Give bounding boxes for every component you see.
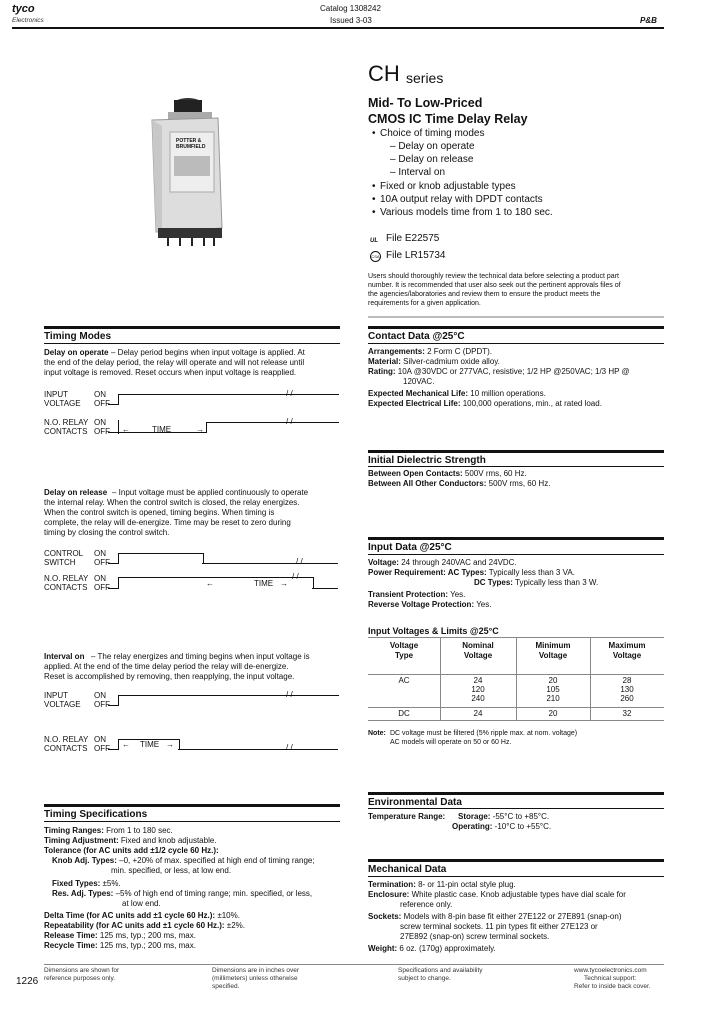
- spec-line: Timing Adjustment: Fixed and knob adjustable.: [44, 836, 217, 845]
- brand-sub: Electronics: [12, 17, 44, 24]
- diagram-label-voltage: VOLTAGE: [44, 399, 81, 408]
- user-note: number. It is recommended that user also seek out the pertinent approvals files of: [368, 282, 621, 289]
- table-cell: 24: [473, 709, 483, 718]
- diagram-label-on: ON: [94, 574, 106, 583]
- table-cell: 24: [473, 676, 483, 685]
- diagram-label-on: ON: [94, 691, 106, 700]
- timing-specs-bar: [44, 804, 340, 807]
- mechanical-bar: [368, 859, 664, 862]
- input-data-rule: [368, 554, 664, 555]
- footer-text: reference purposes only.: [44, 975, 116, 982]
- footer-rule: [44, 964, 664, 965]
- spec-line: 120VAC.: [403, 377, 435, 386]
- relay-illustration: [148, 96, 226, 246]
- dor-text: complete, the relay will de-energize. Time may be reset to zero during: [44, 518, 291, 527]
- footer-text: subject to change.: [398, 975, 451, 982]
- spec-line: 27E892 (snap-on) screw terminal sockets.: [400, 932, 550, 941]
- waveform-low: [108, 404, 118, 405]
- table-header: Voltage: [538, 651, 568, 660]
- catalog-number: Catalog 1308242: [320, 4, 381, 13]
- table-cell: AC: [398, 676, 410, 685]
- time-label: TIME: [140, 740, 160, 749]
- diagram-label-voltage: VOLTAGE: [44, 700, 81, 709]
- break-mark: / /: [286, 743, 293, 752]
- footer-text: Technical support:: [584, 975, 637, 982]
- footer-text: (millimeters) unless otherwise: [212, 975, 298, 982]
- input-data-bar: [368, 537, 664, 540]
- environmental-title: Environmental Data: [368, 797, 462, 808]
- diagram-label-nor: N.O. RELAY: [44, 418, 89, 427]
- user-note: the agencies/laboratories and review them to ensure the product meets the: [368, 291, 601, 298]
- table-header: Voltage: [389, 641, 419, 650]
- input-data-title: Input Data @25°C: [368, 542, 452, 553]
- table-header: Voltage: [463, 651, 493, 660]
- bullet-dot: •: [372, 207, 376, 218]
- timing-specs-title: Timing Specifications: [44, 809, 148, 820]
- dor-text: – Input voltage must be applied continuously to operate: [112, 488, 309, 497]
- footer-text: specified.: [212, 983, 240, 990]
- diagram-label-contacts: CONTACTS: [44, 583, 88, 592]
- operating-line: Operating: -10°C to +55°C.: [452, 822, 552, 831]
- footer-text: Dimensions are in inches over: [212, 967, 300, 974]
- table-cell: DC: [398, 709, 410, 718]
- temp-range-label: Temperature Range:: [368, 812, 446, 821]
- footer-text: Refer to inside back cover.: [574, 983, 651, 990]
- spec-line: Material: Silver-cadmium oxide alloy.: [368, 357, 500, 366]
- waveform-low: [312, 588, 338, 589]
- waveform-low: [108, 588, 118, 589]
- waveform-high: [118, 394, 339, 405]
- feature-item: Fixed or knob adjustable types: [380, 181, 516, 192]
- spec-line: Arrangements: 2 Form C (DPDT).: [368, 347, 493, 356]
- break-mark: / /: [286, 417, 293, 426]
- footer-link[interactable]: www.tycoelectronics.com: [574, 967, 647, 974]
- time-label: TIME: [152, 425, 172, 434]
- spec-line: reference only.: [400, 900, 453, 909]
- dor-text: When the control switch is opened, timing begins. When timing is: [44, 508, 275, 517]
- relay-label-1: POTTER &: [176, 138, 202, 144]
- time-marker: [118, 420, 119, 434]
- table-header: Maximum: [608, 641, 646, 650]
- dor-lead: Delay on release: [44, 488, 108, 497]
- timing-modes-title: Timing Modes: [44, 331, 112, 342]
- diagram-label-on: ON: [94, 735, 106, 744]
- timing-modes-rule: [44, 343, 340, 344]
- spec-line: Timing Ranges: From 1 to 180 sec.: [44, 826, 173, 835]
- diagram-label-nor: N.O. RELAY: [44, 735, 89, 744]
- relay-image: [148, 96, 226, 246]
- dielectric-rule: [368, 466, 664, 467]
- diagram-label-off: OFF: [94, 558, 110, 567]
- diagram-label-contacts: CONTACTS: [44, 744, 88, 753]
- waveform-high: [118, 695, 339, 706]
- spec-line: Tolerance (for AC units add ±1/2 cycle 60 Hz.):: [44, 846, 219, 855]
- diagram-label-contacts: CONTACTS: [44, 427, 88, 436]
- time-arrow: ←: [122, 425, 130, 434]
- spec-line: Knob Adj. Types: –0, +20% of max. specified at high end of timing range;: [52, 856, 315, 865]
- diagram-label-switch: SWITCH: [44, 558, 76, 567]
- spec-line: Between All Other Conductors: 500V rms, 60 Hz.: [368, 479, 551, 488]
- pb-logo: P&B: [640, 16, 657, 25]
- issue-date: Issued 3-03: [330, 16, 372, 25]
- spec-line: Power Requirement: AC Types: Typically less than 3 VA.: [368, 568, 575, 577]
- spec-line: Between Open Contacts: 500V rms, 60 Hz.: [368, 469, 527, 478]
- timing-specs-rule: [44, 821, 340, 822]
- ion-text: – The relay energizes and timing begins when input voltage is: [91, 652, 310, 661]
- bullet-dot: •: [372, 181, 376, 192]
- dielectric-title: Initial Dielectric Strength: [368, 455, 486, 466]
- spec-line: Sockets: Models with 8-pin base fit either 27E122 or 27E891 (snap-on): [368, 912, 622, 921]
- time-arrow: →: [166, 740, 174, 749]
- ul-mark-icon: UL: [370, 238, 378, 244]
- diagram-label-control: CONTROL: [44, 549, 84, 558]
- spec-line: Delta Time (for AC units add ±1 cycle 60 Hz.): ±10%.: [44, 911, 240, 920]
- waveform-low: [202, 563, 338, 564]
- break-mark: / /: [292, 572, 299, 581]
- headline-1: Mid- To Low-Priced: [368, 96, 483, 110]
- brand-logo: tyco: [12, 3, 35, 15]
- dor-text: the internal relay. When the control switch is closed, the relay energizes.: [44, 498, 300, 507]
- contact-data-bar: [368, 326, 664, 329]
- diagram-label-on: ON: [94, 390, 106, 399]
- spec-line: Repeatability (for AC units add ±1 cycle 60 Hz.): ±2%.: [44, 921, 245, 930]
- ul-file: File E22575: [386, 233, 440, 244]
- relay-label-2: BRUMFIELD: [176, 144, 206, 150]
- note-divider: [368, 316, 664, 318]
- header-rule: [12, 27, 664, 29]
- diagram-label-input: INPUT: [44, 691, 68, 700]
- time-arrow: →: [196, 425, 204, 434]
- table-header: Voltage: [612, 651, 642, 660]
- table-note-lead: Note:: [368, 730, 386, 737]
- dielectric-bar: [368, 450, 664, 453]
- spec-line: Expected Mechanical Life: 10 million operations.: [368, 389, 546, 398]
- spec-line: Res. Adj. Types: –5% of high end of timing range; min. specified, or less,: [52, 889, 313, 898]
- footer-text: Specifications and availability: [398, 967, 483, 974]
- csa-mark-icon: CSA: [370, 251, 381, 262]
- table-cell: 120: [471, 685, 485, 694]
- contact-data-title: Contact Data @25°C: [368, 331, 465, 342]
- page-number: 1226: [16, 976, 39, 987]
- spec-line: Release Time: 125 ms, typ.; 200 ms, max.: [44, 931, 196, 940]
- footer-text: Dimensions are shown for: [44, 967, 120, 974]
- environmental-bar: [368, 792, 664, 795]
- spec-line: Rating: 10A @30VDC or 277VAC, resistive; 1/2 HP @250VAC; 1/3 HP @: [368, 367, 630, 376]
- table-header: Nominal: [462, 641, 494, 650]
- diagram-label-off: OFF: [94, 744, 110, 753]
- diagram-label-on: ON: [94, 418, 106, 427]
- contact-data-rule: [368, 343, 664, 344]
- table-cell: 20: [548, 709, 558, 718]
- diagram-label-input: INPUT: [44, 390, 68, 399]
- diagram-label-on: ON: [94, 549, 106, 558]
- waveform-low: [108, 705, 118, 706]
- feature-subitem: – Delay on release: [390, 154, 474, 165]
- table-cell: 32: [622, 709, 632, 718]
- user-note: requirements for a given application.: [368, 300, 481, 307]
- spec-line: Weight: 6 oz. (170g) approximately.: [368, 944, 496, 953]
- break-mark: / /: [286, 690, 293, 699]
- table-note: AC models will operate on 50 or 60 Hz.: [390, 739, 512, 746]
- dop-text: the end of the delay period, the relay will operate and will not release until: [44, 358, 305, 367]
- dop-lead: Delay on operate: [44, 348, 109, 357]
- ion-text: applied. At the end of the time delay period the relay will de-energize.: [44, 662, 289, 671]
- input-limits-title: Input Voltages & Limits @25°C: [368, 626, 499, 636]
- time-label: TIME: [254, 579, 274, 588]
- waveform-high: [206, 422, 339, 433]
- spec-line: at low end.: [122, 899, 161, 908]
- dor-text: timing by closing the control switch.: [44, 528, 170, 537]
- diagram-label-off: OFF: [94, 399, 110, 408]
- headline-2: CMOS IC Time Delay Relay: [368, 112, 528, 126]
- spec-line: Enclosure: White plastic case. Knob adjustable types have dial scale for: [368, 890, 626, 899]
- waveform-low: [108, 563, 118, 564]
- user-note: Users should thoroughly review the technical data before selecting a product part: [368, 273, 619, 280]
- waveform-high: [118, 553, 204, 564]
- table-cell: 20: [548, 676, 558, 685]
- spec-line: DC Types: Typically less than 3 W.: [474, 578, 599, 587]
- feature-subitem: – Interval on: [390, 167, 446, 178]
- table-note: DC voltage must be filtered (5% ripple max. at nom. voltage): [390, 730, 578, 737]
- table-header: Type: [394, 651, 414, 660]
- table-cell: 28: [622, 676, 632, 685]
- spec-line: Expected Electrical Life: 100,000 operations, min., at rated load.: [368, 399, 602, 408]
- product-code: CH: [368, 61, 400, 86]
- spec-line: Voltage: 24 through 240VAC and 24VDC.: [368, 558, 517, 567]
- feature-item: Choice of timing modes: [380, 128, 485, 139]
- dop-text: input voltage is removed. Reset occurs when input voltage is reapplied.: [44, 368, 297, 377]
- table-cell: 240: [471, 694, 485, 703]
- break-mark: / /: [296, 557, 303, 566]
- ion-lead: Interval on: [44, 652, 85, 661]
- break-mark: / /: [286, 389, 293, 398]
- time-arrow: ←: [122, 740, 130, 749]
- product-series: series: [406, 70, 444, 86]
- table-cell: 260: [620, 694, 634, 703]
- table-cell: 105: [546, 685, 560, 694]
- ion-text: Reset is accomplished by removing, then reapplying, the input voltage.: [44, 672, 295, 681]
- bullet-dot: •: [372, 128, 376, 139]
- timing-modes-bar: [44, 326, 340, 329]
- spec-line: Fixed Types: ±5%.: [52, 879, 121, 888]
- environmental-rule: [368, 808, 664, 809]
- diagram-label-off: OFF: [94, 427, 110, 436]
- time-arrow: →: [280, 579, 288, 588]
- waveform-low: [108, 749, 118, 750]
- spec-line: Recycle Time: 125 ms, typ.; 200 ms, max.: [44, 941, 196, 950]
- feature-item: Various models time from 1 to 180 sec.: [380, 207, 553, 218]
- table-header: Minimum: [535, 641, 571, 650]
- spec-line: Transient Protection: Yes.: [368, 590, 466, 599]
- feature-item: 10A output relay with DPDT contacts: [380, 194, 543, 205]
- mechanical-title: Mechanical Data: [368, 864, 447, 875]
- table-cell: 130: [620, 685, 634, 694]
- diagram-label-off: OFF: [94, 700, 110, 709]
- diagram-label-off: OFF: [94, 583, 110, 592]
- spec-line: screw terminal sockets. 11 pin types fit either 27E123 or: [400, 922, 598, 931]
- feature-subitem: – Delay on operate: [390, 141, 475, 152]
- spec-line: min. specified, or less, at low end.: [111, 866, 232, 875]
- dop-text: – Delay period begins when input voltage is applied. At: [111, 348, 305, 357]
- time-arrow: ←: [206, 579, 214, 588]
- mechanical-rule: [368, 876, 664, 877]
- storage-line: Storage: -55°C to +85°C.: [458, 812, 550, 821]
- spec-line: Reverse Voltage Protection: Yes.: [368, 600, 492, 609]
- table-cell: 210: [546, 694, 560, 703]
- waveform-low: [178, 749, 338, 750]
- diagram-label-nor: N.O. RELAY: [44, 574, 89, 583]
- spec-line: Termination: 8- or 11-pin octal style plug.: [368, 880, 516, 889]
- input-limits-table: [368, 637, 664, 721]
- bullet-dot: •: [372, 194, 376, 205]
- csa-file: File LR15734: [386, 250, 446, 261]
